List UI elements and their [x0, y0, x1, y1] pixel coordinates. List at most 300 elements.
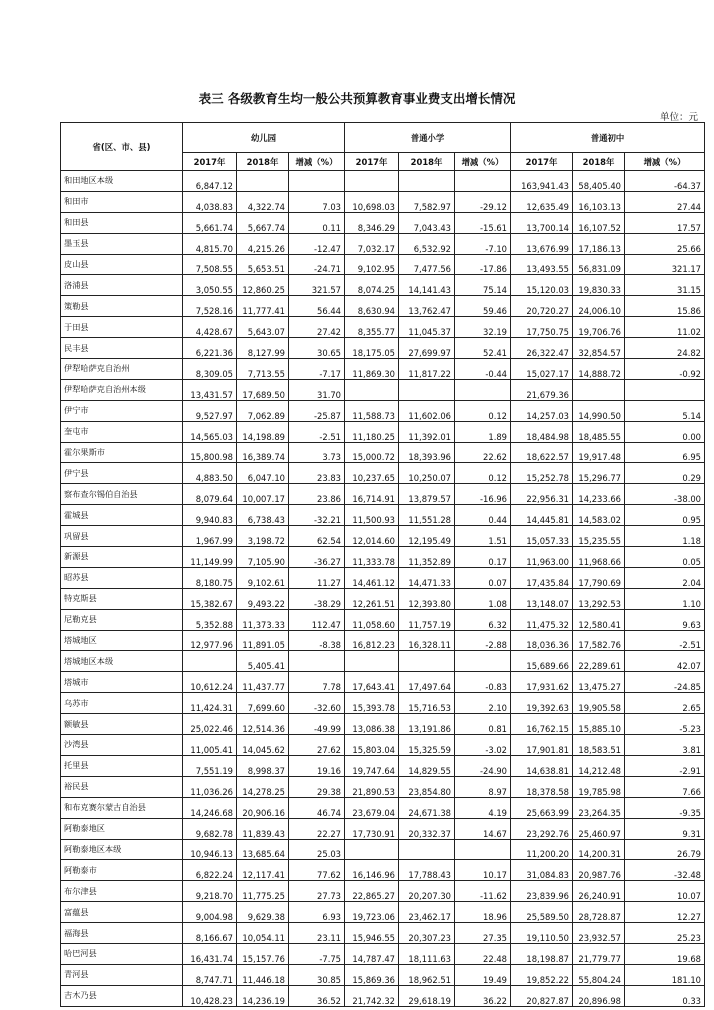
value-cell: 13,086.38 — [345, 714, 399, 735]
value-cell: 23,854.80 — [399, 776, 455, 797]
value-cell: 12.27 — [625, 902, 705, 923]
table-row — [61, 338, 705, 359]
value-cell: 12,014.60 — [345, 526, 399, 547]
value-cell: 15,027.17 — [511, 359, 573, 380]
value-cell: 0.33 — [625, 985, 705, 1006]
value-cell: 26.79 — [625, 839, 705, 860]
value-cell: 11,005.41 — [183, 735, 237, 756]
value-cell: 9.31 — [625, 818, 705, 839]
value-cell: 1.51 — [455, 526, 511, 547]
region-cell: 于田县 — [61, 317, 183, 338]
region-cell: 裕民县 — [61, 776, 183, 797]
region-cell: 伊宁市 — [61, 400, 183, 421]
region-cell: 霍尔果斯市 — [61, 442, 183, 463]
value-cell — [399, 171, 455, 192]
value-cell: -29.12 — [455, 191, 511, 212]
region-cell: 阿勒泰地区 — [61, 818, 183, 839]
sub-header: 2018年 — [573, 153, 625, 171]
value-cell: 11,373.33 — [237, 609, 289, 630]
value-cell: -32.60 — [289, 693, 345, 714]
value-cell: 17,901.81 — [511, 735, 573, 756]
value-cell: 1.89 — [455, 421, 511, 442]
value-cell: 11,777.41 — [237, 296, 289, 317]
value-cell: 15,689.66 — [511, 651, 573, 672]
value-cell: 10,054.11 — [237, 923, 289, 944]
value-cell: 15,325.59 — [399, 735, 455, 756]
value-cell: 11,333.78 — [345, 547, 399, 568]
value-cell: 17,582.76 — [573, 630, 625, 651]
value-cell: 19,905.58 — [573, 693, 625, 714]
value-cell: 4,883.50 — [183, 463, 237, 484]
region-cell: 和田地区本级 — [61, 171, 183, 192]
sub-header: 2018年 — [399, 153, 455, 171]
table-row — [61, 484, 705, 505]
region-cell: 吉木乃县 — [61, 985, 183, 1006]
value-cell: 8,747.71 — [183, 964, 237, 985]
value-cell: 17,931.62 — [511, 672, 573, 693]
value-cell: 10,946.13 — [183, 839, 237, 860]
value-cell: 4,322.74 — [237, 191, 289, 212]
value-cell: 5.14 — [625, 400, 705, 421]
value-cell: -7.17 — [289, 359, 345, 380]
value-cell: 26,322.47 — [511, 338, 573, 359]
value-cell — [455, 171, 511, 192]
value-cell: 8,180.75 — [183, 567, 237, 588]
table-row — [61, 839, 705, 860]
sub-header: 2017年 — [183, 153, 237, 171]
value-cell: 17,750.75 — [511, 317, 573, 338]
value-cell: 11,352.89 — [399, 547, 455, 568]
value-cell: 17,643.41 — [345, 672, 399, 693]
value-cell: 12,393.80 — [399, 588, 455, 609]
value-cell — [289, 171, 345, 192]
value-cell: 20,332.37 — [399, 818, 455, 839]
value-cell: 14,565.03 — [183, 421, 237, 442]
region-cell: 福海县 — [61, 923, 183, 944]
table-row — [61, 463, 705, 484]
value-cell: 8,079.64 — [183, 484, 237, 505]
value-cell: 15,885.10 — [573, 714, 625, 735]
value-cell — [455, 839, 511, 860]
value-cell: 46.74 — [289, 797, 345, 818]
sub-header: 2018年 — [237, 153, 289, 171]
value-cell: 14,141.43 — [399, 275, 455, 296]
value-cell: 18,036.36 — [511, 630, 573, 651]
table-row — [61, 964, 705, 985]
table-row — [61, 588, 705, 609]
value-cell: 23,839.96 — [511, 881, 573, 902]
value-cell: 5,667.74 — [237, 212, 289, 233]
value-cell: 9,218.70 — [183, 881, 237, 902]
value-cell: 14,246.68 — [183, 797, 237, 818]
value-cell: 15,057.33 — [511, 526, 573, 547]
region-cell: 伊宁县 — [61, 463, 183, 484]
region-cell: 尼勒克县 — [61, 609, 183, 630]
value-cell: 19,110.50 — [511, 923, 573, 944]
value-cell: 22.62 — [455, 442, 511, 463]
value-cell: 0.07 — [455, 567, 511, 588]
value-cell: 6.93 — [289, 902, 345, 923]
value-cell: -8.38 — [289, 630, 345, 651]
value-cell: -0.92 — [625, 359, 705, 380]
value-cell: 18,198.87 — [511, 943, 573, 964]
value-cell: 59.46 — [455, 296, 511, 317]
table-row — [61, 505, 705, 526]
group-header-kindergarten: 幼儿园 — [183, 123, 345, 153]
value-cell: 1,967.99 — [183, 526, 237, 547]
value-cell: 31.70 — [289, 379, 345, 400]
region-cell: 新源县 — [61, 547, 183, 568]
value-cell: 20,896.98 — [573, 985, 625, 1006]
value-cell: 0.12 — [455, 400, 511, 421]
value-cell: 12,195.49 — [399, 526, 455, 547]
value-cell: 6,822.24 — [183, 860, 237, 881]
value-cell: 11,392.01 — [399, 421, 455, 442]
value-cell — [237, 171, 289, 192]
value-cell: 23.11 — [289, 923, 345, 944]
value-cell: 14,990.50 — [573, 400, 625, 421]
value-cell: 0.00 — [625, 421, 705, 442]
table-row — [61, 735, 705, 756]
region-cell: 洛浦县 — [61, 275, 183, 296]
value-cell: 22.48 — [455, 943, 511, 964]
value-cell: 4,038.83 — [183, 191, 237, 212]
value-cell — [455, 379, 511, 400]
value-cell: -2.88 — [455, 630, 511, 651]
value-cell: 21,890.53 — [345, 776, 399, 797]
value-cell: 0.95 — [625, 505, 705, 526]
value-cell: 7.66 — [625, 776, 705, 797]
value-cell: 24.82 — [625, 338, 705, 359]
value-cell: 7,032.17 — [345, 233, 399, 254]
value-cell: 10,612.24 — [183, 672, 237, 693]
region-cell: 青河县 — [61, 964, 183, 985]
value-cell: 9,682.78 — [183, 818, 237, 839]
value-cell: 0.11 — [289, 212, 345, 233]
value-cell: 7,105.90 — [237, 547, 289, 568]
value-cell: 19.49 — [455, 964, 511, 985]
value-cell: 36.22 — [455, 985, 511, 1006]
value-cell: 22,289.61 — [573, 651, 625, 672]
value-cell: 18,378.58 — [511, 776, 573, 797]
value-cell: 9,004.98 — [183, 902, 237, 923]
value-cell: 11,500.93 — [345, 505, 399, 526]
value-cell: 321.57 — [289, 275, 345, 296]
value-cell: 26,240.91 — [573, 881, 625, 902]
value-cell: 19,706.76 — [573, 317, 625, 338]
value-cell: 22,956.31 — [511, 484, 573, 505]
value-cell: 11.27 — [289, 567, 345, 588]
value-cell: 8.97 — [455, 776, 511, 797]
value-cell: -24.71 — [289, 254, 345, 275]
value-cell: 20,307.23 — [399, 923, 455, 944]
value-cell: 17,689.50 — [237, 379, 289, 400]
table-row — [61, 902, 705, 923]
value-cell: 14,787.47 — [345, 943, 399, 964]
value-cell: 13,762.47 — [399, 296, 455, 317]
value-cell: 3.73 — [289, 442, 345, 463]
value-cell: -24.90 — [455, 755, 511, 776]
value-cell: 12,580.41 — [573, 609, 625, 630]
table-row — [61, 818, 705, 839]
value-cell: 17,788.43 — [399, 860, 455, 881]
value-cell: 19,723.06 — [345, 902, 399, 923]
sub-header: 增减（%） — [455, 153, 511, 171]
value-cell: -38.29 — [289, 588, 345, 609]
value-cell: 1.18 — [625, 526, 705, 547]
value-cell: 77.62 — [289, 860, 345, 881]
value-cell: 27.44 — [625, 191, 705, 212]
value-cell: 8,630.94 — [345, 296, 399, 317]
value-cell: 163,941.43 — [511, 171, 573, 192]
value-cell — [345, 171, 399, 192]
value-cell: 20,906.16 — [237, 797, 289, 818]
value-cell: 25.66 — [625, 233, 705, 254]
value-cell: 14,233.66 — [573, 484, 625, 505]
table-row — [61, 379, 705, 400]
value-cell: 14,045.62 — [237, 735, 289, 756]
value-cell: 13,191.86 — [399, 714, 455, 735]
value-cell: 10.17 — [455, 860, 511, 881]
value-cell: 11,446.18 — [237, 964, 289, 985]
region-cell: 和田县 — [61, 212, 183, 233]
value-cell — [625, 379, 705, 400]
value-cell: 31.15 — [625, 275, 705, 296]
value-cell: 19,785.98 — [573, 776, 625, 797]
value-cell: 9,493.22 — [237, 588, 289, 609]
value-cell: -17.86 — [455, 254, 511, 275]
value-cell: 14,471.33 — [399, 567, 455, 588]
value-cell: 14,461.12 — [345, 567, 399, 588]
value-cell: 14.67 — [455, 818, 511, 839]
value-cell: 6.32 — [455, 609, 511, 630]
value-cell: 20,987.76 — [573, 860, 625, 881]
value-cell: 29,618.19 — [399, 985, 455, 1006]
table-row — [61, 755, 705, 776]
value-cell: 15,296.77 — [573, 463, 625, 484]
value-cell: 9.63 — [625, 609, 705, 630]
table-row — [61, 296, 705, 317]
value-cell: -0.83 — [455, 672, 511, 693]
table-body — [61, 171, 705, 1007]
value-cell: 8,074.25 — [345, 275, 399, 296]
value-cell: 11,869.30 — [345, 359, 399, 380]
region-cell: 伊犁哈萨克自治州本级 — [61, 379, 183, 400]
value-cell: 7,508.55 — [183, 254, 237, 275]
value-cell: 11,058.60 — [345, 609, 399, 630]
value-cell: 12,977.96 — [183, 630, 237, 651]
value-cell: 12,261.51 — [345, 588, 399, 609]
value-cell: 13,148.07 — [511, 588, 573, 609]
value-cell: 4,815.70 — [183, 233, 237, 254]
value-cell: 1.10 — [625, 588, 705, 609]
value-cell: 32.19 — [455, 317, 511, 338]
value-cell: 5,661.74 — [183, 212, 237, 233]
value-cell: 28,728.87 — [573, 902, 625, 923]
value-cell: 21,742.32 — [345, 985, 399, 1006]
value-cell: 10,250.07 — [399, 463, 455, 484]
value-cell: 16,146.96 — [345, 860, 399, 881]
value-cell: 6,532.92 — [399, 233, 455, 254]
value-cell: 25,022.46 — [183, 714, 237, 735]
value-cell: 23.83 — [289, 463, 345, 484]
table-row — [61, 881, 705, 902]
value-cell: 7.03 — [289, 191, 345, 212]
value-cell: -2.51 — [289, 421, 345, 442]
value-cell: 9,102.61 — [237, 567, 289, 588]
table-row — [61, 860, 705, 881]
value-cell: -12.47 — [289, 233, 345, 254]
value-cell: 11,775.25 — [237, 881, 289, 902]
value-cell — [183, 651, 237, 672]
value-cell: 11,968.66 — [573, 547, 625, 568]
table-row — [61, 526, 705, 547]
value-cell: 27,699.97 — [399, 338, 455, 359]
table-row — [61, 191, 705, 212]
region-cell: 和田市 — [61, 191, 183, 212]
value-cell: 25,460.97 — [573, 818, 625, 839]
value-cell: 0.44 — [455, 505, 511, 526]
value-cell: 4,215.26 — [237, 233, 289, 254]
value-cell: 15,252.78 — [511, 463, 573, 484]
unit-label: 单位：元 — [659, 112, 698, 123]
value-cell: 31,084.83 — [511, 860, 573, 881]
value-cell: 15,157.76 — [237, 943, 289, 964]
value-cell: 24,671.38 — [399, 797, 455, 818]
value-cell: 13,700.14 — [511, 212, 573, 233]
value-cell: 11,424.31 — [183, 693, 237, 714]
value-cell: 22.27 — [289, 818, 345, 839]
value-cell: 56,831.09 — [573, 254, 625, 275]
expenditure-table — [60, 122, 705, 1007]
value-cell: 36.52 — [289, 985, 345, 1006]
value-cell: 18,622.57 — [511, 442, 573, 463]
value-cell: 18,583.51 — [573, 735, 625, 756]
value-cell: 11,602.06 — [399, 400, 455, 421]
region-cell: 塔城地区 — [61, 630, 183, 651]
value-cell: 4,428.67 — [183, 317, 237, 338]
value-cell: 6.95 — [625, 442, 705, 463]
value-cell: 8,998.37 — [237, 755, 289, 776]
value-cell: 2.10 — [455, 693, 511, 714]
value-cell: 11,963.00 — [511, 547, 573, 568]
table-row — [61, 985, 705, 1006]
value-cell: 19,852.22 — [511, 964, 573, 985]
value-cell: 16,812.23 — [345, 630, 399, 651]
value-cell: 20,207.30 — [399, 881, 455, 902]
value-cell: 15,000.72 — [345, 442, 399, 463]
value-cell: 18,485.55 — [573, 421, 625, 442]
value-cell: 23,679.04 — [345, 797, 399, 818]
table-row — [61, 400, 705, 421]
value-cell: -49.99 — [289, 714, 345, 735]
value-cell: 14,638.81 — [511, 755, 573, 776]
table-row — [61, 317, 705, 338]
value-cell: 14,257.03 — [511, 400, 573, 421]
value-cell: 13,475.27 — [573, 672, 625, 693]
value-cell: 15,800.98 — [183, 442, 237, 463]
value-cell: 11,200.20 — [511, 839, 573, 860]
value-cell: 15,946.55 — [345, 923, 399, 944]
value-cell: 27.35 — [455, 923, 511, 944]
value-cell — [573, 379, 625, 400]
value-cell: 6,047.10 — [237, 463, 289, 484]
value-cell: 5,405.41 — [237, 651, 289, 672]
value-cell: 6,738.43 — [237, 505, 289, 526]
value-cell: 4.19 — [455, 797, 511, 818]
value-cell: 52.41 — [455, 338, 511, 359]
table-row — [61, 421, 705, 442]
value-cell: 11,045.37 — [399, 317, 455, 338]
region-cell: 昭苏县 — [61, 567, 183, 588]
value-cell: -32.48 — [625, 860, 705, 881]
value-cell: 3.81 — [625, 735, 705, 756]
table-row — [61, 672, 705, 693]
sub-header: 增减（%） — [289, 153, 345, 171]
group-header-junior: 普通初中 — [511, 123, 705, 153]
sub-header: 2017年 — [345, 153, 399, 171]
value-cell: 16,714.91 — [345, 484, 399, 505]
value-cell: 15,382.67 — [183, 588, 237, 609]
value-cell: 5,352.88 — [183, 609, 237, 630]
value-cell: 13,879.57 — [399, 484, 455, 505]
value-cell: 5,643.07 — [237, 317, 289, 338]
value-cell: 22,865.27 — [345, 881, 399, 902]
value-cell: 7,477.56 — [399, 254, 455, 275]
value-cell: -32.21 — [289, 505, 345, 526]
value-cell — [399, 651, 455, 672]
value-cell: 321.17 — [625, 254, 705, 275]
value-cell: 16,328.11 — [399, 630, 455, 651]
value-cell: 24,006.10 — [573, 296, 625, 317]
table-row — [61, 776, 705, 797]
value-cell: 8,166.67 — [183, 923, 237, 944]
value-cell: -11.62 — [455, 881, 511, 902]
value-cell: 23,462.17 — [399, 902, 455, 923]
value-cell: 8,309.05 — [183, 359, 237, 380]
value-cell: -9.35 — [625, 797, 705, 818]
table-row — [61, 797, 705, 818]
value-cell: 7,528.16 — [183, 296, 237, 317]
region-cell: 伊犁哈萨克自治州 — [61, 359, 183, 380]
value-cell: 27.42 — [289, 317, 345, 338]
value-cell: 21,779.77 — [573, 943, 625, 964]
value-cell — [345, 651, 399, 672]
value-cell: 11,588.73 — [345, 400, 399, 421]
value-cell — [289, 651, 345, 672]
value-cell: -36.27 — [289, 547, 345, 568]
value-cell: 18,484.98 — [511, 421, 573, 442]
value-cell: 15.86 — [625, 296, 705, 317]
table-row — [61, 233, 705, 254]
value-cell: 7,699.60 — [237, 693, 289, 714]
region-cell: 和布克赛尔蒙古自治县 — [61, 797, 183, 818]
value-cell: 19,392.63 — [511, 693, 573, 714]
value-cell: 10,698.03 — [345, 191, 399, 212]
value-cell: 19,917.48 — [573, 442, 625, 463]
value-cell: 15,235.55 — [573, 526, 625, 547]
value-cell: 7,043.43 — [399, 212, 455, 233]
value-cell: 9,102.95 — [345, 254, 399, 275]
table-row — [61, 609, 705, 630]
value-cell: 23.86 — [289, 484, 345, 505]
table-row — [61, 693, 705, 714]
value-cell: 0.05 — [625, 547, 705, 568]
value-cell: 17.57 — [625, 212, 705, 233]
value-cell: -25.87 — [289, 400, 345, 421]
value-cell: 7.78 — [289, 672, 345, 693]
value-cell: 13,676.99 — [511, 233, 573, 254]
